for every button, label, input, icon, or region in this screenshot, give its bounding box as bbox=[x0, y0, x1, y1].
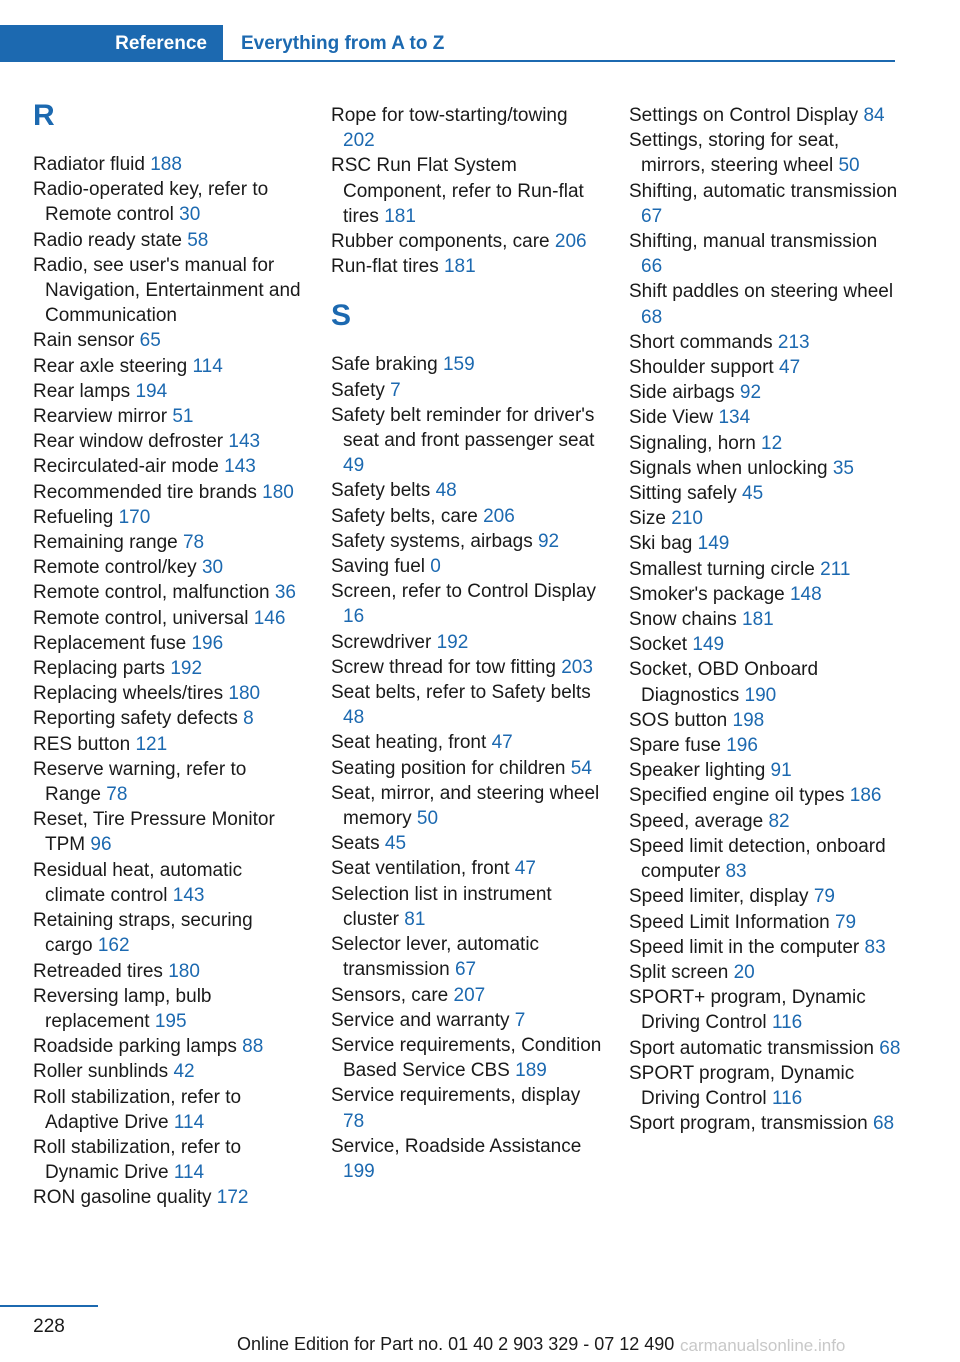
index-page-link[interactable]: 30 bbox=[201, 557, 224, 579]
index-entry-term: Settings on Control Display bbox=[629, 105, 859, 126]
index-entry bbox=[331, 882, 603, 932]
index-entry-term: Radio-operated key, refer to Remote control bbox=[33, 179, 269, 226]
index-entry-term: Speaker lighting bbox=[629, 760, 766, 782]
index-page-link[interactable]: 162 bbox=[97, 935, 130, 957]
index-entry-term: Safety belt reminder for driver's seat and front passenger seat bbox=[331, 404, 595, 452]
index-entry bbox=[629, 1111, 901, 1136]
index-entry bbox=[629, 380, 901, 405]
index-entry bbox=[331, 1033, 603, 1083]
index-page-link[interactable]: 202 bbox=[343, 130, 375, 152]
index-entry-term: Sitting safely bbox=[629, 483, 737, 505]
index-page-link[interactable]: 79 bbox=[813, 886, 835, 908]
index-page-link[interactable]: 149 bbox=[697, 533, 730, 555]
index-entry bbox=[331, 229, 603, 254]
index-page-link[interactable]: 210 bbox=[671, 508, 703, 530]
index-page-link[interactable]: 78 bbox=[106, 784, 128, 806]
index-entry bbox=[629, 607, 901, 632]
index-page-link[interactable]: 196 bbox=[726, 735, 758, 757]
index-page-link[interactable]: 203 bbox=[561, 656, 593, 678]
index-entry-term: Roadside parking lamps bbox=[33, 1036, 237, 1058]
index-entry bbox=[33, 379, 301, 404]
index-entry-term: Selection list in instrument cluster bbox=[331, 883, 552, 930]
index-entry-term: Recirculated-air mode bbox=[33, 456, 219, 478]
index-page-link[interactable]: 189 bbox=[515, 1060, 547, 1082]
index-page-link[interactable]: 65 bbox=[139, 330, 161, 352]
index-entry-term: Saving fuel bbox=[331, 556, 426, 578]
index-entry-term: Specified engine oil types bbox=[629, 785, 845, 807]
index-entry bbox=[629, 355, 901, 380]
index-entry bbox=[629, 456, 901, 481]
index-page-link[interactable]: 92 bbox=[739, 382, 762, 404]
index-page-link[interactable]: 192 bbox=[170, 658, 203, 680]
index-entry-term: Spare fuse bbox=[629, 735, 721, 757]
index-page-link[interactable]: 143 bbox=[172, 884, 205, 906]
index-entry bbox=[33, 480, 301, 505]
index-page-link[interactable]: 82 bbox=[768, 810, 790, 832]
index-page-link[interactable]: 181 bbox=[742, 609, 774, 631]
index-entry-term: Service requirements, Condition Based Service CBS bbox=[331, 1034, 602, 1082]
index-page-link[interactable]: 159 bbox=[442, 354, 475, 376]
index-page-link[interactable]: 51 bbox=[172, 406, 194, 428]
index-entry bbox=[33, 984, 301, 1034]
index-entry-term: Selector lever, automatic transmission bbox=[331, 934, 540, 981]
index-entry-term: Remote control, malfunction bbox=[33, 582, 270, 604]
index-entry-term: Radio ready state bbox=[33, 229, 182, 251]
index-entry bbox=[629, 330, 901, 355]
index-entry bbox=[331, 504, 603, 529]
index-entry bbox=[331, 579, 603, 629]
index-entry-term: Recommended tire brands bbox=[33, 481, 257, 503]
page-header bbox=[0, 25, 895, 62]
index-entry bbox=[33, 328, 301, 353]
index-entry bbox=[629, 1036, 901, 1061]
index-page-link[interactable]: 186 bbox=[849, 785, 882, 807]
index-page-link[interactable]: 54 bbox=[570, 757, 592, 779]
index-column-3 bbox=[629, 103, 901, 1136]
index-page-link[interactable]: 88 bbox=[242, 1036, 264, 1058]
index-entry bbox=[33, 404, 301, 429]
index-page-link[interactable]: 20 bbox=[733, 961, 755, 983]
index-page-link[interactable]: 198 bbox=[732, 709, 765, 731]
index-entry bbox=[33, 1185, 301, 1210]
index-page-link[interactable]: 45 bbox=[742, 483, 764, 505]
index-entry bbox=[331, 1134, 603, 1184]
index-page-link[interactable]: 180 bbox=[228, 683, 261, 705]
index-entry bbox=[629, 506, 901, 531]
index-entry-term: Safety belts, care bbox=[331, 505, 478, 527]
index-entry-term: Split screen bbox=[629, 961, 729, 983]
index-entry bbox=[629, 557, 901, 582]
index-entry bbox=[629, 708, 901, 733]
index-entry-term: Screw thread for tow fitting bbox=[331, 656, 556, 678]
index-entry-term: Reversing lamp, bulb replacement bbox=[33, 985, 212, 1032]
index-entry-term: Replacing parts bbox=[33, 658, 166, 680]
index-entry bbox=[629, 279, 901, 329]
index-entry-term: Replacement fuse bbox=[33, 632, 187, 654]
index-entry-term: Seats bbox=[331, 833, 380, 855]
index-entry bbox=[629, 783, 901, 808]
index-letter-heading: S bbox=[331, 299, 352, 333]
index-entry bbox=[629, 128, 901, 178]
index-entry bbox=[331, 1083, 603, 1133]
index-page-link[interactable]: 148 bbox=[789, 583, 822, 605]
index-page-link[interactable]: 58 bbox=[187, 229, 209, 251]
index-entry bbox=[33, 580, 301, 605]
index-page-link[interactable]: 48 bbox=[435, 480, 457, 502]
index-entry-term: Remote control, universal bbox=[33, 607, 249, 629]
index-entry-term: Rain sensor bbox=[33, 330, 135, 352]
index-page-link[interactable]: 146 bbox=[253, 607, 286, 629]
index-entry-term: RON gasoline quality bbox=[33, 1187, 212, 1209]
index-entry bbox=[331, 730, 603, 755]
index-entry-term: Rearview mirror bbox=[33, 406, 168, 428]
index-column-2 bbox=[331, 103, 603, 1184]
index-entry bbox=[629, 582, 901, 607]
index-entry-term: SPORT program, Dynamic Driving Control bbox=[629, 1062, 855, 1109]
index-entry-term: Snow chains bbox=[629, 609, 737, 631]
index-entry bbox=[629, 834, 901, 884]
index-entry-term: Sport program, transmission bbox=[629, 1113, 868, 1135]
index-entry-term: Service and warranty bbox=[331, 1009, 510, 1031]
index-page-link[interactable]: 207 bbox=[453, 984, 486, 1006]
index-page-link[interactable]: 114 bbox=[192, 355, 223, 377]
index-entry bbox=[33, 429, 301, 454]
index-entry-term: Screwdriver bbox=[331, 631, 432, 653]
index-page-link[interactable]: 188 bbox=[150, 154, 182, 175]
index-entry bbox=[33, 1059, 301, 1084]
index-entry bbox=[629, 809, 901, 834]
edition-note: Online Edition for Part no. 01 40 2 903 329 - 07 12 490 bbox=[237, 1334, 675, 1354]
index-entry bbox=[33, 807, 301, 857]
index-entry bbox=[33, 757, 301, 807]
index-entry bbox=[33, 177, 301, 227]
index-entry bbox=[331, 856, 603, 881]
index-entry bbox=[629, 481, 901, 506]
index-entry bbox=[331, 403, 603, 479]
index-entry bbox=[331, 529, 603, 554]
index-page-link[interactable]: 181 bbox=[384, 205, 416, 227]
index-entry-term: Replacing wheels/tires bbox=[33, 683, 224, 705]
index-page-link[interactable]: 206 bbox=[554, 231, 587, 253]
index-entry bbox=[331, 655, 603, 680]
index-page-link[interactable]: 84 bbox=[863, 105, 885, 126]
index-entry-term: Reserve warning, refer to Range bbox=[33, 758, 247, 806]
index-page-link[interactable]: 16 bbox=[343, 606, 365, 628]
index-page-link[interactable]: 68 bbox=[641, 306, 663, 328]
index-page-link[interactable]: 134 bbox=[718, 407, 751, 429]
index-entry-term: Short commands bbox=[629, 331, 773, 353]
index-entry-term: Safety systems, airbags bbox=[331, 530, 533, 552]
index-entry bbox=[629, 910, 901, 935]
index-page-link[interactable]: 68 bbox=[879, 1037, 901, 1059]
index-entry bbox=[629, 405, 901, 430]
index-page-link[interactable]: 83 bbox=[725, 861, 747, 883]
index-page-link[interactable]: 81 bbox=[404, 908, 426, 930]
index-entry bbox=[33, 858, 301, 908]
index-entry bbox=[33, 681, 301, 706]
index-column-1 bbox=[33, 99, 301, 1211]
index-page-link[interactable]: 30 bbox=[179, 204, 201, 226]
index-page-link[interactable]: 79 bbox=[834, 911, 857, 933]
index-entry bbox=[331, 254, 603, 279]
index-entry bbox=[331, 352, 603, 377]
index-page-link[interactable]: 192 bbox=[436, 631, 469, 653]
index-entry bbox=[629, 884, 901, 909]
index-entry-term: Socket, OBD Onboard Diagnostics bbox=[629, 659, 819, 706]
index-entry-term: RSC Run Flat System Component, refer to Run-flat tires bbox=[331, 155, 584, 227]
index-entry bbox=[629, 1061, 901, 1111]
index-page-link[interactable]: 114 bbox=[173, 1111, 205, 1133]
index-entry-term: Reset, Tire Pressure Monitor TPM bbox=[33, 809, 275, 856]
index-entry bbox=[629, 960, 901, 985]
index-entry bbox=[629, 632, 901, 657]
index-page-link[interactable]: 36 bbox=[274, 582, 296, 604]
index-entry-term: Remote control/key bbox=[33, 557, 197, 579]
index-entry-term: Shoulder support bbox=[629, 357, 774, 379]
index-entry bbox=[331, 781, 603, 831]
index-page-link[interactable]: 121 bbox=[135, 733, 168, 755]
index-entry-term: Screen, refer to Control Display bbox=[331, 581, 597, 603]
index-entry bbox=[33, 959, 301, 984]
index-entry bbox=[33, 631, 301, 656]
index-page-link[interactable]: 67 bbox=[454, 959, 477, 981]
index-entry bbox=[331, 932, 603, 982]
index-page-link[interactable]: 181 bbox=[443, 256, 476, 278]
index-page-link[interactable]: 78 bbox=[343, 1110, 365, 1132]
index-entry-term: Speed, average bbox=[629, 810, 764, 832]
index-entry-term: SOS button bbox=[629, 709, 728, 731]
index-entry bbox=[331, 153, 603, 229]
index-entry-term: RES button bbox=[33, 733, 131, 755]
index-entry bbox=[331, 478, 603, 503]
index-page-link[interactable]: 47 bbox=[514, 858, 536, 880]
section-tab[interactable]: Reference bbox=[0, 25, 223, 62]
index-entry-term: Speed limit detection, onboard computer bbox=[629, 835, 886, 883]
index-entry-term: Rear axle steering bbox=[33, 355, 188, 377]
index-page-link[interactable]: 180 bbox=[168, 960, 200, 982]
index-page-link[interactable]: 92 bbox=[537, 530, 560, 552]
index-letter-heading: R bbox=[33, 99, 55, 132]
index-entry bbox=[331, 983, 603, 1008]
index-page-link[interactable]: 45 bbox=[384, 833, 407, 855]
index-entry bbox=[33, 454, 301, 479]
index-page-link[interactable]: 68 bbox=[872, 1113, 895, 1135]
index-entry-term: Socket bbox=[629, 634, 688, 656]
index-entry bbox=[629, 431, 901, 456]
index-entry-term: Speed Limit Information bbox=[629, 911, 830, 933]
index-entry bbox=[331, 756, 603, 781]
index-page-link[interactable]: 211 bbox=[820, 558, 851, 580]
index-page-link[interactable]: 195 bbox=[154, 1010, 187, 1032]
index-entry bbox=[331, 1008, 603, 1033]
index-entry bbox=[331, 831, 603, 856]
index-page-link[interactable]: 8 bbox=[243, 708, 254, 730]
index-entry bbox=[33, 1034, 301, 1059]
index-entry-term: Radiator fluid bbox=[33, 154, 145, 175]
index-entry bbox=[629, 733, 901, 758]
index-entry-term: Seat ventilation, front bbox=[331, 858, 510, 880]
index-entry-term: Rope for tow-starting/towing bbox=[331, 105, 568, 126]
index-entry bbox=[331, 680, 603, 730]
index-entry bbox=[629, 229, 901, 279]
index-page-link[interactable]: 206 bbox=[483, 505, 515, 527]
index-page-link[interactable]: 190 bbox=[744, 684, 777, 706]
index-entry-term: SPORT+ program, Dynamic Driving Control bbox=[629, 987, 866, 1034]
index-entry bbox=[33, 706, 301, 731]
index-page-link[interactable]: 149 bbox=[692, 634, 725, 656]
index-entry-term: Safety belts bbox=[331, 480, 431, 502]
index-entry-term: Speed limiter, display bbox=[629, 886, 809, 908]
index-page-link[interactable]: 50 bbox=[838, 155, 860, 177]
index-entry-term: Side View bbox=[629, 407, 714, 429]
index-entry-term: Roll stabilization, refer to Adaptive Drive bbox=[33, 1086, 242, 1133]
index-entry-term: Sensors, care bbox=[331, 984, 449, 1006]
index-entry-term: Safety bbox=[331, 379, 385, 401]
index-entry-term: Speed limit in the computer bbox=[629, 936, 860, 958]
index-page-link[interactable]: 116 bbox=[771, 1087, 803, 1109]
index-entry bbox=[629, 935, 901, 960]
index-entry bbox=[33, 354, 301, 379]
index-page-link[interactable]: 35 bbox=[832, 457, 854, 479]
index-page-link[interactable]: 50 bbox=[416, 808, 439, 830]
index-page-link[interactable]: 12 bbox=[761, 432, 783, 454]
index-entry-term: Rubber components, care bbox=[331, 231, 550, 253]
index-entry bbox=[33, 1135, 301, 1185]
chapter-title[interactable]: Everything from A to Z bbox=[241, 33, 445, 54]
index-entry bbox=[33, 555, 301, 580]
index-entry-term: Seat, mirror, and steering wheel memory bbox=[331, 782, 600, 830]
index-page-link[interactable]: 172 bbox=[216, 1187, 249, 1209]
index-entry-term: Signaling, horn bbox=[629, 432, 756, 454]
index-entry-term: Remaining range bbox=[33, 532, 178, 554]
index-page-link[interactable]: 170 bbox=[118, 506, 151, 528]
index-page-link[interactable]: 49 bbox=[343, 455, 365, 477]
index-entry-term: Service requirements, display bbox=[331, 1085, 581, 1107]
index-entry bbox=[33, 908, 301, 958]
index-entry-term: Shifting, manual transmission bbox=[629, 231, 878, 253]
index-page-link[interactable]: 47 bbox=[779, 357, 801, 379]
index-entry bbox=[33, 530, 301, 555]
index-entry-term: Safe braking bbox=[331, 354, 438, 376]
index-entry-term: Signals when unlocking bbox=[629, 457, 828, 479]
index-page-link[interactable]: 7 bbox=[390, 379, 401, 401]
index-entry-term: Refueling bbox=[33, 506, 114, 528]
index-entry bbox=[629, 179, 901, 229]
index-entry-term: Settings, storing for seat, mirrors, steering wheel bbox=[629, 130, 840, 177]
index-page-link[interactable]: 213 bbox=[777, 331, 810, 353]
index-entry-term: Size bbox=[629, 508, 666, 530]
index-entry bbox=[331, 378, 603, 403]
index-page-link[interactable]: 143 bbox=[228, 431, 261, 453]
index-page-link[interactable]: 67 bbox=[641, 205, 663, 227]
index-page-link[interactable]: 78 bbox=[182, 532, 205, 554]
index-entry-term: Retaining straps, securing cargo bbox=[33, 910, 253, 957]
index-entry-term: Retreaded tires bbox=[33, 960, 163, 982]
index-page-link[interactable]: 47 bbox=[491, 732, 513, 754]
index-entry bbox=[33, 152, 301, 177]
index-entry bbox=[629, 657, 901, 707]
index-entry bbox=[33, 732, 301, 757]
index-entry-term: Rear lamps bbox=[33, 380, 131, 402]
index-entry-term: Service, Roadside Assistance bbox=[331, 1135, 582, 1157]
index-entry-term: Run-flat tires bbox=[331, 256, 439, 278]
index-entry-term: Roller sunblinds bbox=[33, 1061, 169, 1083]
index-entry-term: Radio, see user's manual for Navigation, Entertainment and Communication bbox=[33, 254, 301, 327]
index-page-link[interactable]: 116 bbox=[771, 1012, 803, 1034]
index-entry-term: Sport automatic transmission bbox=[629, 1037, 874, 1059]
index-entry-term: Seat heating, front bbox=[331, 732, 487, 754]
index-entry-term: Smoker's package bbox=[629, 583, 785, 605]
index-entry-term: Side airbags bbox=[629, 382, 735, 404]
index-entry-term: Roll stabilization, refer to Dynamic Drive bbox=[33, 1136, 242, 1184]
index-entry-term: Smallest turning circle bbox=[629, 558, 815, 580]
index-page-link[interactable]: 96 bbox=[90, 834, 112, 856]
index-page-link[interactable]: 180 bbox=[262, 481, 294, 503]
index-entry bbox=[629, 985, 901, 1035]
index-entry bbox=[33, 1085, 301, 1135]
index-entry-term: Seat belts, refer to Safety belts bbox=[331, 682, 591, 704]
index-page-link[interactable]: 196 bbox=[191, 632, 224, 654]
page-number: 228 bbox=[33, 1316, 65, 1337]
index-entry bbox=[629, 758, 901, 783]
index-page-link[interactable]: 7 bbox=[514, 1009, 526, 1031]
index-entry bbox=[629, 531, 901, 556]
index-page-link[interactable]: 48 bbox=[343, 707, 365, 729]
header-rule bbox=[223, 60, 895, 62]
index-entry bbox=[331, 103, 603, 153]
index-entry bbox=[33, 253, 301, 329]
index-entry bbox=[331, 630, 603, 655]
index-entry-term: Seating position for children bbox=[331, 757, 566, 779]
index-page-link[interactable]: 143 bbox=[224, 456, 256, 478]
index-entry-term: Residual heat, automatic climate control bbox=[33, 859, 243, 906]
index-entry-term: Shift paddles on steering wheel bbox=[629, 281, 894, 303]
index-entry-term: Shifting, automatic transmission bbox=[629, 180, 898, 202]
index-page-link[interactable]: 194 bbox=[135, 380, 168, 402]
index-page-link[interactable]: 91 bbox=[770, 760, 792, 782]
index-entry-term: Reporting safety defects bbox=[33, 708, 238, 730]
index-page-link[interactable]: 114 bbox=[173, 1162, 205, 1184]
index-entry bbox=[33, 606, 301, 631]
index-entry-term: Ski bag bbox=[629, 533, 693, 555]
index-page-link[interactable]: 66 bbox=[641, 256, 663, 278]
index-entry bbox=[33, 228, 301, 253]
index-page-link[interactable]: 83 bbox=[864, 936, 886, 958]
index-entry-term: Rear window defroster bbox=[33, 431, 224, 453]
index-entry bbox=[33, 656, 301, 681]
index-entry bbox=[629, 103, 901, 128]
index-page-link[interactable]: 199 bbox=[343, 1160, 375, 1182]
footer-rule bbox=[0, 1305, 98, 1307]
index-page-link[interactable]: 42 bbox=[173, 1061, 195, 1083]
index-entry bbox=[33, 505, 301, 530]
watermark: carmanualsonline.info bbox=[680, 1336, 846, 1355]
index-page-link[interactable]: 0 bbox=[430, 556, 441, 578]
index-entry bbox=[331, 554, 603, 579]
